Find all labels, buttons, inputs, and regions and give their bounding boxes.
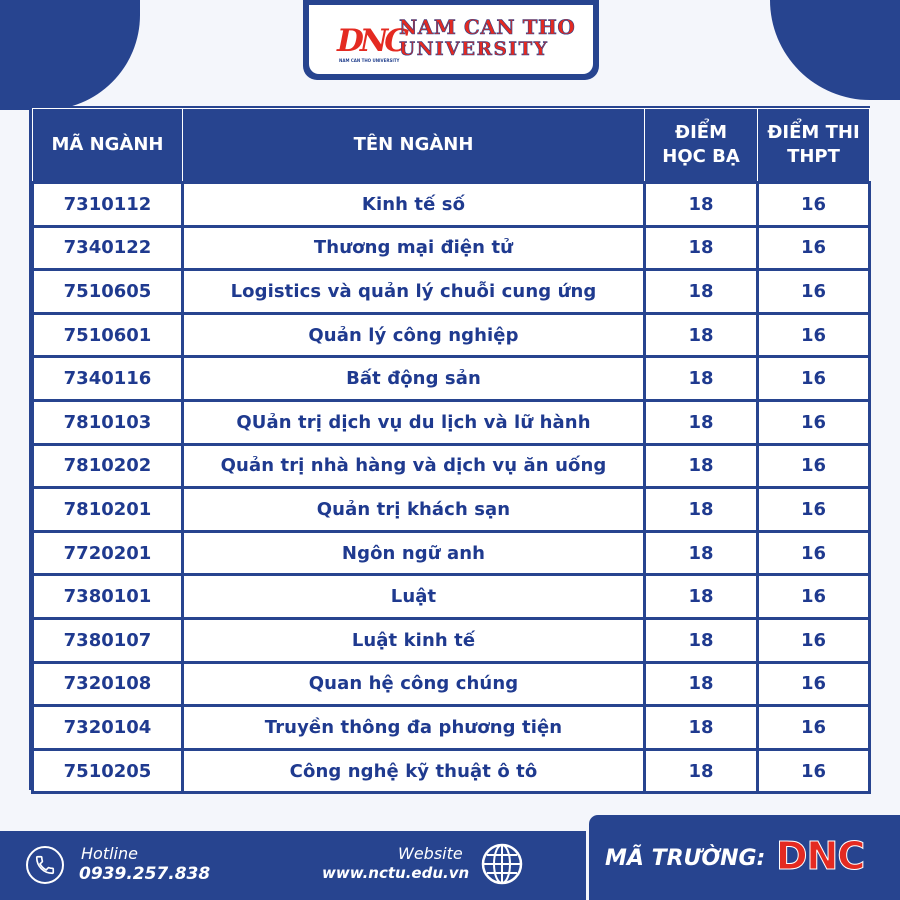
major-name-cell: Kinh tế số [183,183,645,227]
thpt-score-cell: 16 [758,488,870,532]
thpt-score-cell: 16 [758,270,870,314]
thpt-score-cell: 16 [758,313,870,357]
major-name-cell: Bất động sản [183,357,645,401]
major-code-cell: 7810202 [33,444,183,488]
hocba-score-cell: 18 [645,444,758,488]
hocba-score-cell: 18 [645,531,758,575]
thpt-score-cell: 16 [758,357,870,401]
header-thpt-line2: THPT [787,146,840,167]
header-hocba-line1: ĐIỂM [675,122,727,143]
major-name-cell: Logistics và quản lý chuỗi cung ứng [183,270,645,314]
table-row [33,575,870,619]
table-row [33,662,870,706]
thpt-score-cell: 16 [758,618,870,662]
hotline-number[interactable]: 0939.257.838 [79,864,211,884]
table-row [33,618,870,662]
major-name-cell: Quản lý công nghiệp [183,313,645,357]
header-major-name: TÊN NGÀNH [183,109,645,183]
major-name-cell: Công nghệ kỹ thuật ô tô [183,749,645,793]
thpt-score-cell: 16 [758,444,870,488]
major-code-cell: 7310112 [33,183,183,227]
major-name-cell: Quản trị khách sạn [183,488,645,532]
major-code-cell: 7320104 [33,706,183,750]
thpt-score-cell: 16 [758,575,870,619]
decorative-blob-top-left [0,0,140,110]
header-hocba-score [645,109,758,183]
table-row [33,706,870,750]
major-code-cell: 7810201 [33,488,183,532]
table-row [33,531,870,575]
thpt-score-cell: 16 [758,531,870,575]
hocba-score-cell: 18 [645,575,758,619]
thpt-score-cell: 16 [758,183,870,227]
hocba-score-cell: 18 [645,662,758,706]
major-code-cell: 7810103 [33,400,183,444]
logo-mark: DNC [337,23,405,59]
hocba-score-cell: 18 [645,357,758,401]
major-name-cell: Ngôn ngữ anh [183,531,645,575]
table-row [33,400,870,444]
major-name-cell: Luật kinh tế [183,618,645,662]
hocba-score-cell: 18 [645,706,758,750]
major-code-cell: 7510205 [33,749,183,793]
major-name-cell: QUản trị dịch vụ du lịch và lữ hành [183,400,645,444]
major-name-cell: Luật [183,575,645,619]
logo-name-line2: UNIVERSITY [399,39,549,60]
hocba-score-cell: 18 [645,618,758,662]
major-code-cell: 7720201 [33,531,183,575]
table-row [33,444,870,488]
table-row [33,183,870,227]
hocba-score-cell: 18 [645,226,758,270]
admission-score-table [29,106,870,790]
logo-mark-subtitle: NAM CAN THO UNIVERSITY [339,58,400,63]
header-thpt-line1: ĐIỂM THI [767,122,860,143]
major-code-cell: 7380107 [33,618,183,662]
thpt-score-cell: 16 [758,662,870,706]
table-row [33,270,870,314]
university-logo [303,0,599,80]
major-code-cell: 7340116 [33,357,183,401]
header-major-code: MÃ NGÀNH [33,109,183,183]
major-code-cell: 7320108 [33,662,183,706]
table-row [33,313,870,357]
hocba-score-cell: 18 [645,313,758,357]
hocba-score-cell: 18 [645,400,758,444]
website-link[interactable]: www.nctu.edu.vn [322,864,470,882]
table-body [33,183,870,793]
table-header-row [33,109,870,183]
header-thpt-score [758,109,870,183]
major-code-cell: 7340122 [33,226,183,270]
major-name-cell: Truyền thông đa phương tiện [183,706,645,750]
major-code-cell: 7510605 [33,270,183,314]
school-code-value: DNC [776,834,865,878]
website-label: Website [398,844,463,863]
hotline-label: Hotline [81,844,138,863]
table-row [33,226,870,270]
hocba-score-cell: 18 [645,749,758,793]
major-name-cell: Thương mại điện tử [183,226,645,270]
major-code-cell: 7510601 [33,313,183,357]
major-name-cell: Quan hệ công chúng [183,662,645,706]
table-row [33,488,870,532]
major-name-cell: Quản trị nhà hàng và dịch vụ ăn uống [183,444,645,488]
hocba-score-cell: 18 [645,488,758,532]
thpt-score-cell: 16 [758,226,870,270]
decorative-blob-top-right [770,0,900,100]
logo-name-line1: NAM CAN THO [399,15,576,39]
table-row [33,357,870,401]
hocba-score-cell: 18 [645,270,758,314]
thpt-score-cell: 16 [758,400,870,444]
school-code-label: MÃ TRƯỜNG: [605,846,766,871]
thpt-score-cell: 16 [758,706,870,750]
phone-icon [26,846,64,884]
header-hocba-line2: HỌC BẠ [662,146,740,167]
table-row [33,749,870,793]
thpt-score-cell: 16 [758,749,870,793]
globe-icon [481,843,523,885]
hocba-score-cell: 18 [645,183,758,227]
major-code-cell: 7380101 [33,575,183,619]
